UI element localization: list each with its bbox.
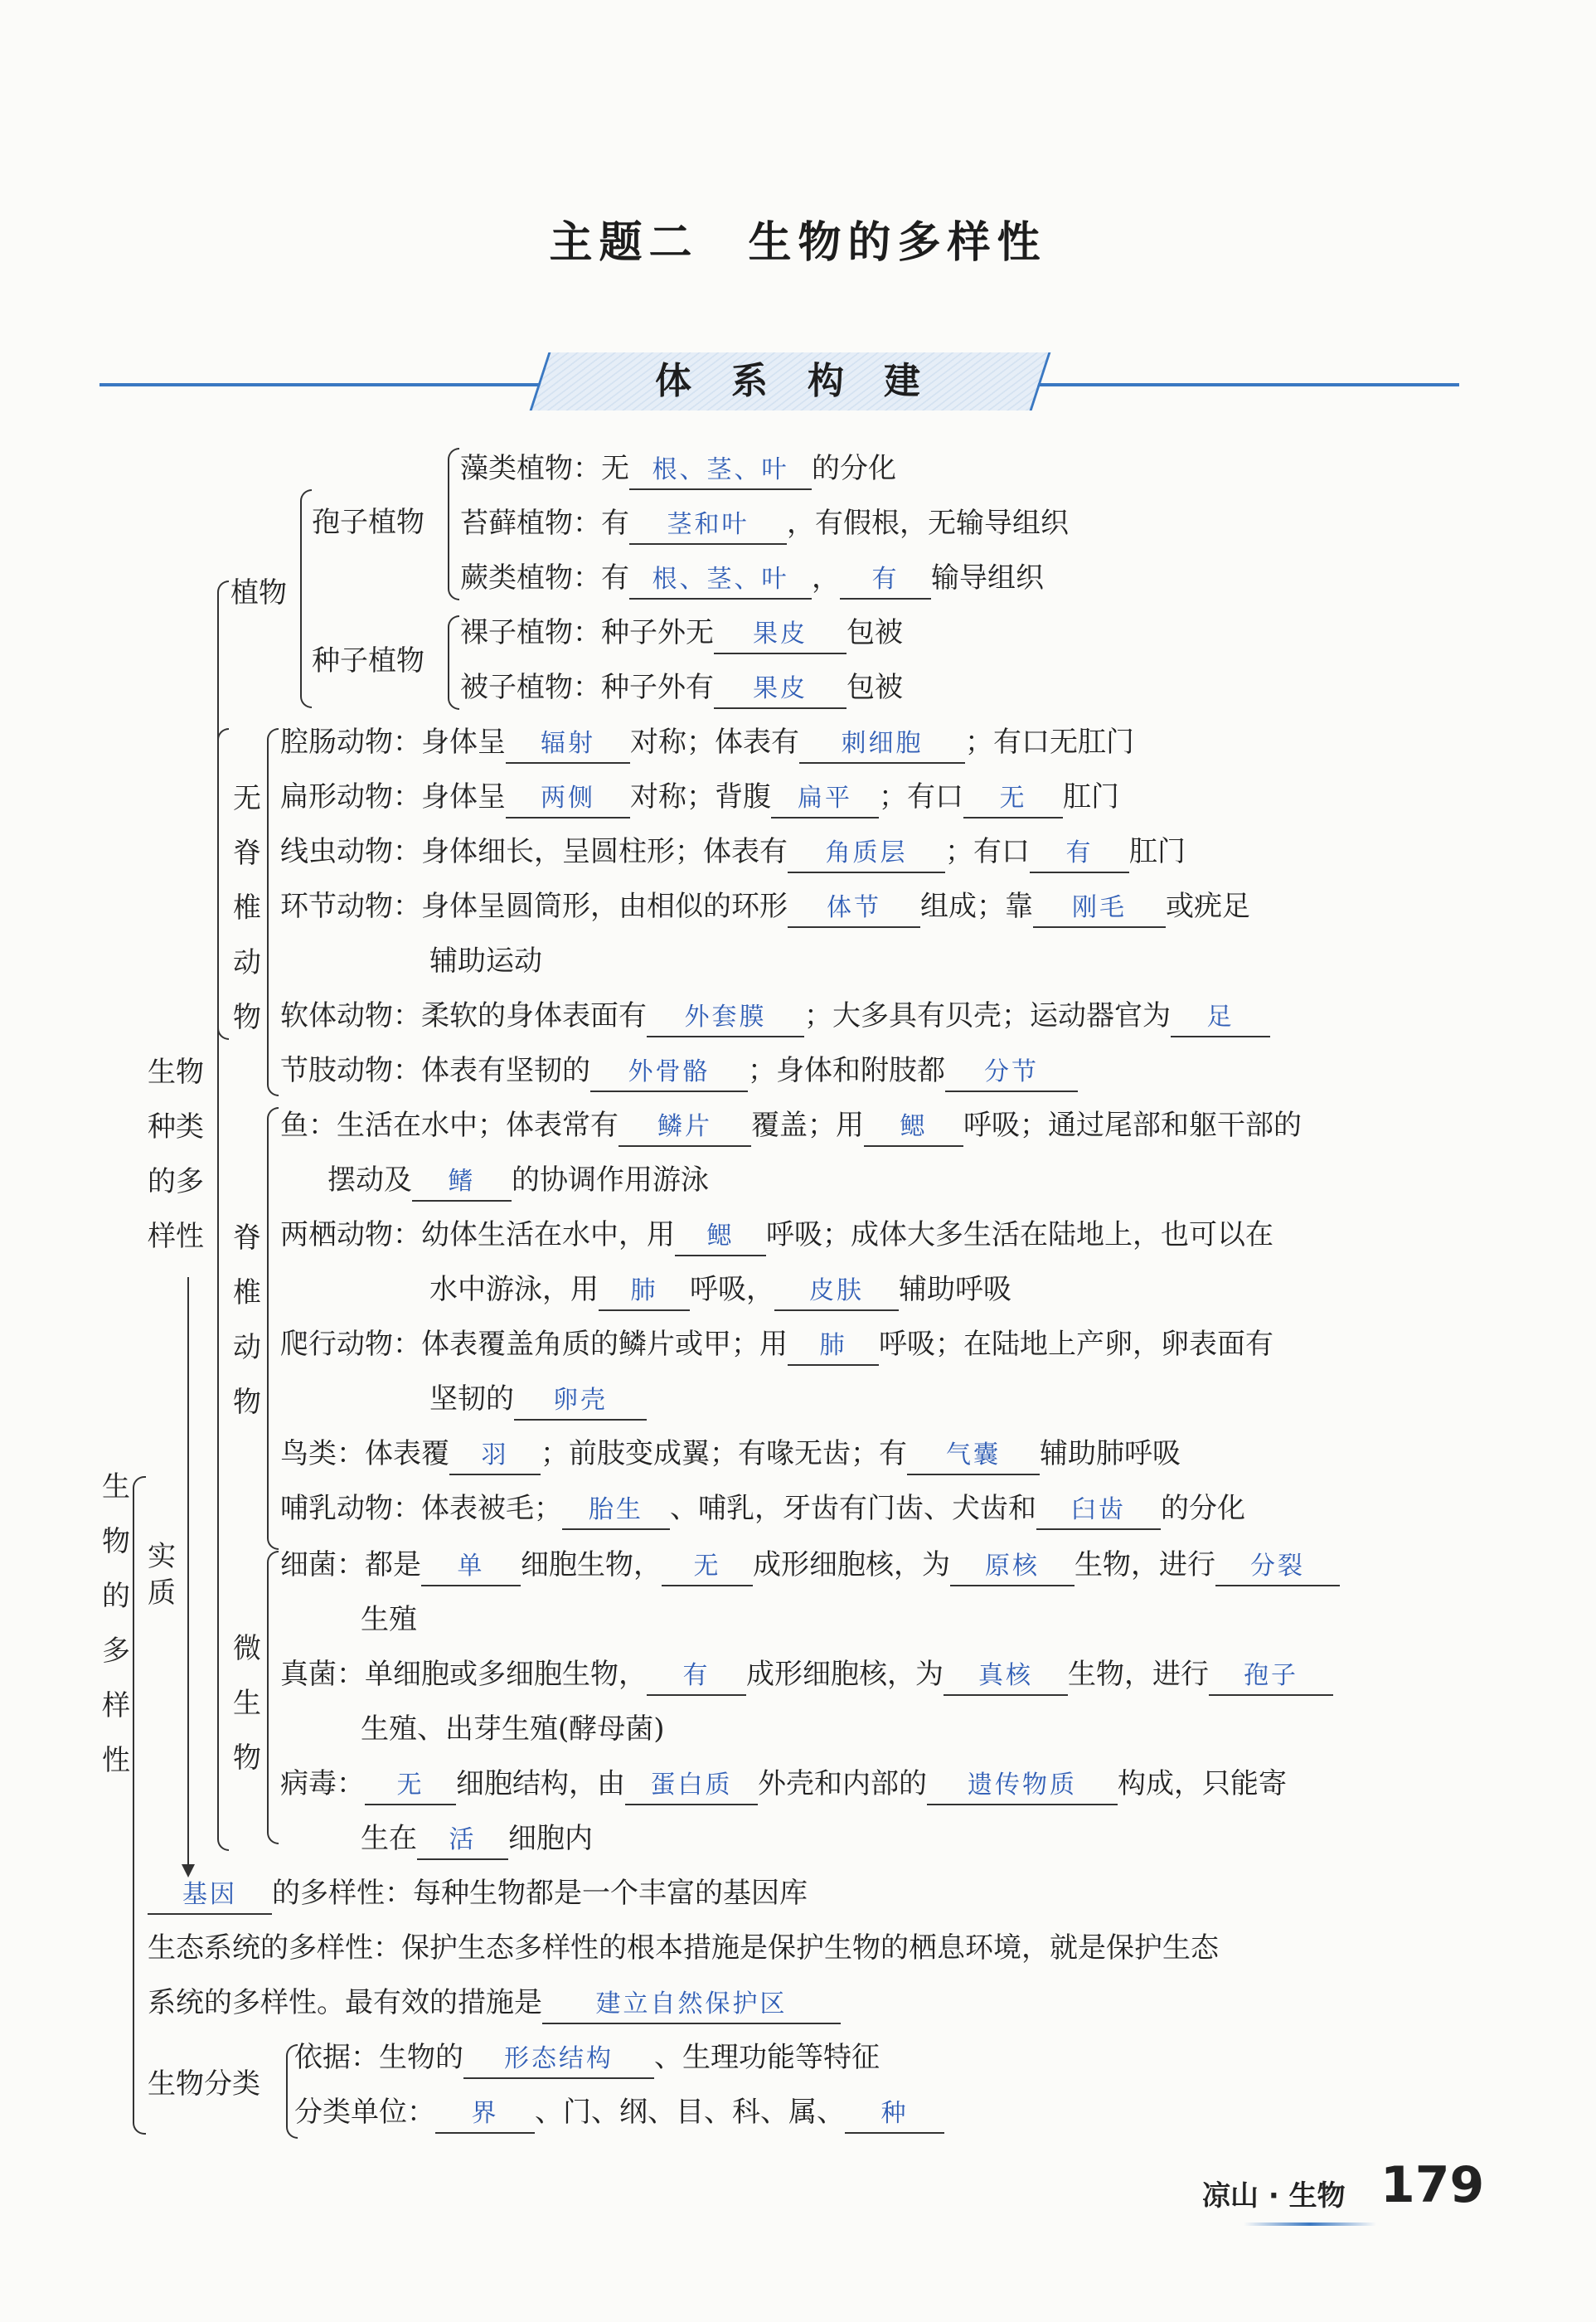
line-fish-cont: 摆动及 鳍 的协调作用游泳 <box>327 1159 709 1201</box>
brace-plants <box>300 489 312 708</box>
label-microbes: 微 生 物 <box>233 1632 261 1775</box>
line-gymnosperm: 裸子植物：种子外无 果皮 包被 <box>460 612 903 653</box>
label-essence: 实质 <box>148 1540 176 1610</box>
brace-microbes <box>267 1551 279 1844</box>
line-bacteria: 细菌：都是 单 细胞生物， 无 成形细胞核，为 原核 生物，进行 分裂 <box>280 1544 1340 1586</box>
brace-vertebrates <box>267 1107 279 1550</box>
line-mollusk: 软体动物：柔软的身体表面有 外套膜 ；大多具有贝壳；运动器官为 足 <box>280 995 1270 1037</box>
banner-line-left <box>99 383 547 386</box>
footer-line <box>1244 2222 1376 2226</box>
line-virus: 病毒： 无 细胞结构，由 蛋白质 外壳和内部的 遗传物质 构成，只能寄 <box>280 1763 1287 1805</box>
line-fungi-cont: 生殖、出芽生殖(酵母菌) <box>361 1712 665 1746</box>
line-cnidaria: 腔肠动物：身体呈 辐射 对称；体表有 刺细胞 ；有口无肛门 <box>280 721 1134 763</box>
line-fern: 蕨类植物：有 根、茎、叶 ， 有 输导组织 <box>460 557 1044 599</box>
line-amphibian-cont: 水中游泳，用 肺 呼吸， 皮肤 辅助呼吸 <box>429 1269 1011 1310</box>
line-classification-units: 分类单位： 界 、门、纲、目、科、属、 种 <box>294 2091 944 2133</box>
line-ecosystem-diversity: 生态系统的多样性：保护生态多样性的根本措施是保护生物的栖息环境，就是保护生态 <box>148 1931 1219 1965</box>
line-annelid-cont: 辅助运动 <box>429 945 542 978</box>
brace-biodiversity <box>133 1476 146 2135</box>
line-reptile: 爬行动物：体表覆盖角质的鳞片或甲；用 肺 呼吸；在陆地上产卵，卵表面有 <box>280 1324 1273 1365</box>
label-spore-plants: 孢子植物 <box>312 506 424 539</box>
line-arthropod: 节肢动物：体表有坚韧的 外骨骼 ；身体和附肢都 分节 <box>280 1050 1078 1091</box>
line-gene-diversity: 基因 的多样性：每种生物都是一个丰富的基因库 <box>148 1873 808 1914</box>
label-vertebrates: 脊 椎 动 物 <box>233 1222 261 1419</box>
footer-subject: 凉山 · 生物 <box>1202 2179 1346 2213</box>
line-classification-basis: 依据：生物的 形态结构 、生理功能等特征 <box>294 2037 880 2078</box>
brace-seed <box>448 615 459 710</box>
line-reptile-cont: 坚韧的 卵壳 <box>429 1378 647 1420</box>
label-invertebrates: 无 脊 椎 动 物 <box>233 782 261 1034</box>
label-species-diversity: 生物种类的多样性 <box>148 1056 204 1253</box>
banner-line-right <box>1028 383 1459 386</box>
line-ecosystem-cont: 系统的多样性。最有效的措施是 建立自然保护区 <box>148 1982 841 2023</box>
page-title: 主题二 生物的多样性 <box>549 218 1047 268</box>
line-virus-cont: 生在 活 细胞内 <box>361 1818 593 1859</box>
line-amphibian: 两栖动物：幼体生活在水中，用 鳃 呼吸；成体大多生活在陆地上，也可以在 <box>280 1214 1273 1256</box>
brace-animals-microbes <box>217 728 229 1851</box>
line-fish: 鱼：生活在水中；体表常有 鳞片 覆盖；用 鳃 呼吸；通过尾部和躯干部的 <box>280 1105 1302 1146</box>
label-plants: 植物 <box>230 576 287 610</box>
brace-spore <box>448 448 459 600</box>
line-moss: 苔藓植物：有 茎和叶 ，有假根，无输导组织 <box>460 503 1069 544</box>
line-flatworm: 扁形动物：身体呈 两侧 对称；背腹 扁平 ；有口 无 肛门 <box>280 776 1119 818</box>
label-biodiversity: 生 物 的 多 样 性 <box>102 1470 130 1777</box>
label-classification: 生物分类 <box>148 2067 260 2101</box>
line-bacteria-cont: 生殖 <box>361 1603 417 1636</box>
line-annelid: 环节动物：身体呈圆筒形，由相似的环形 体节 组成；靠 刚毛 或疣足 <box>280 886 1250 927</box>
brace-invertebrates <box>267 728 279 1096</box>
banner-title: 体系构建 <box>655 360 960 402</box>
line-fungi: 真菌：单细胞或多细胞生物， 有 成形细胞核，为 真核 生物，进行 孢子 <box>280 1654 1333 1695</box>
arrow-line <box>187 1277 189 1866</box>
page-number: 179 <box>1380 2156 1485 2214</box>
line-nematode: 线虫动物：身体细长，呈圆柱形；体表有 角质层 ；有口 有 肛门 <box>280 831 1186 872</box>
line-algae: 藻类植物：无 根、茎、叶 的分化 <box>460 448 896 489</box>
label-seed-plants: 种子植物 <box>312 644 424 678</box>
line-angiosperm: 被子植物：种子外有 果皮 包被 <box>460 667 903 708</box>
line-bird: 鸟类：体表覆 羽 ；前肢变成翼；有喙无齿；有 气囊 辅助肺呼吸 <box>280 1433 1181 1474</box>
line-mammal: 哺乳动物：体表被毛； 胎生 、哺乳，牙齿有门齿、犬齿和 臼齿 的分化 <box>280 1488 1245 1529</box>
